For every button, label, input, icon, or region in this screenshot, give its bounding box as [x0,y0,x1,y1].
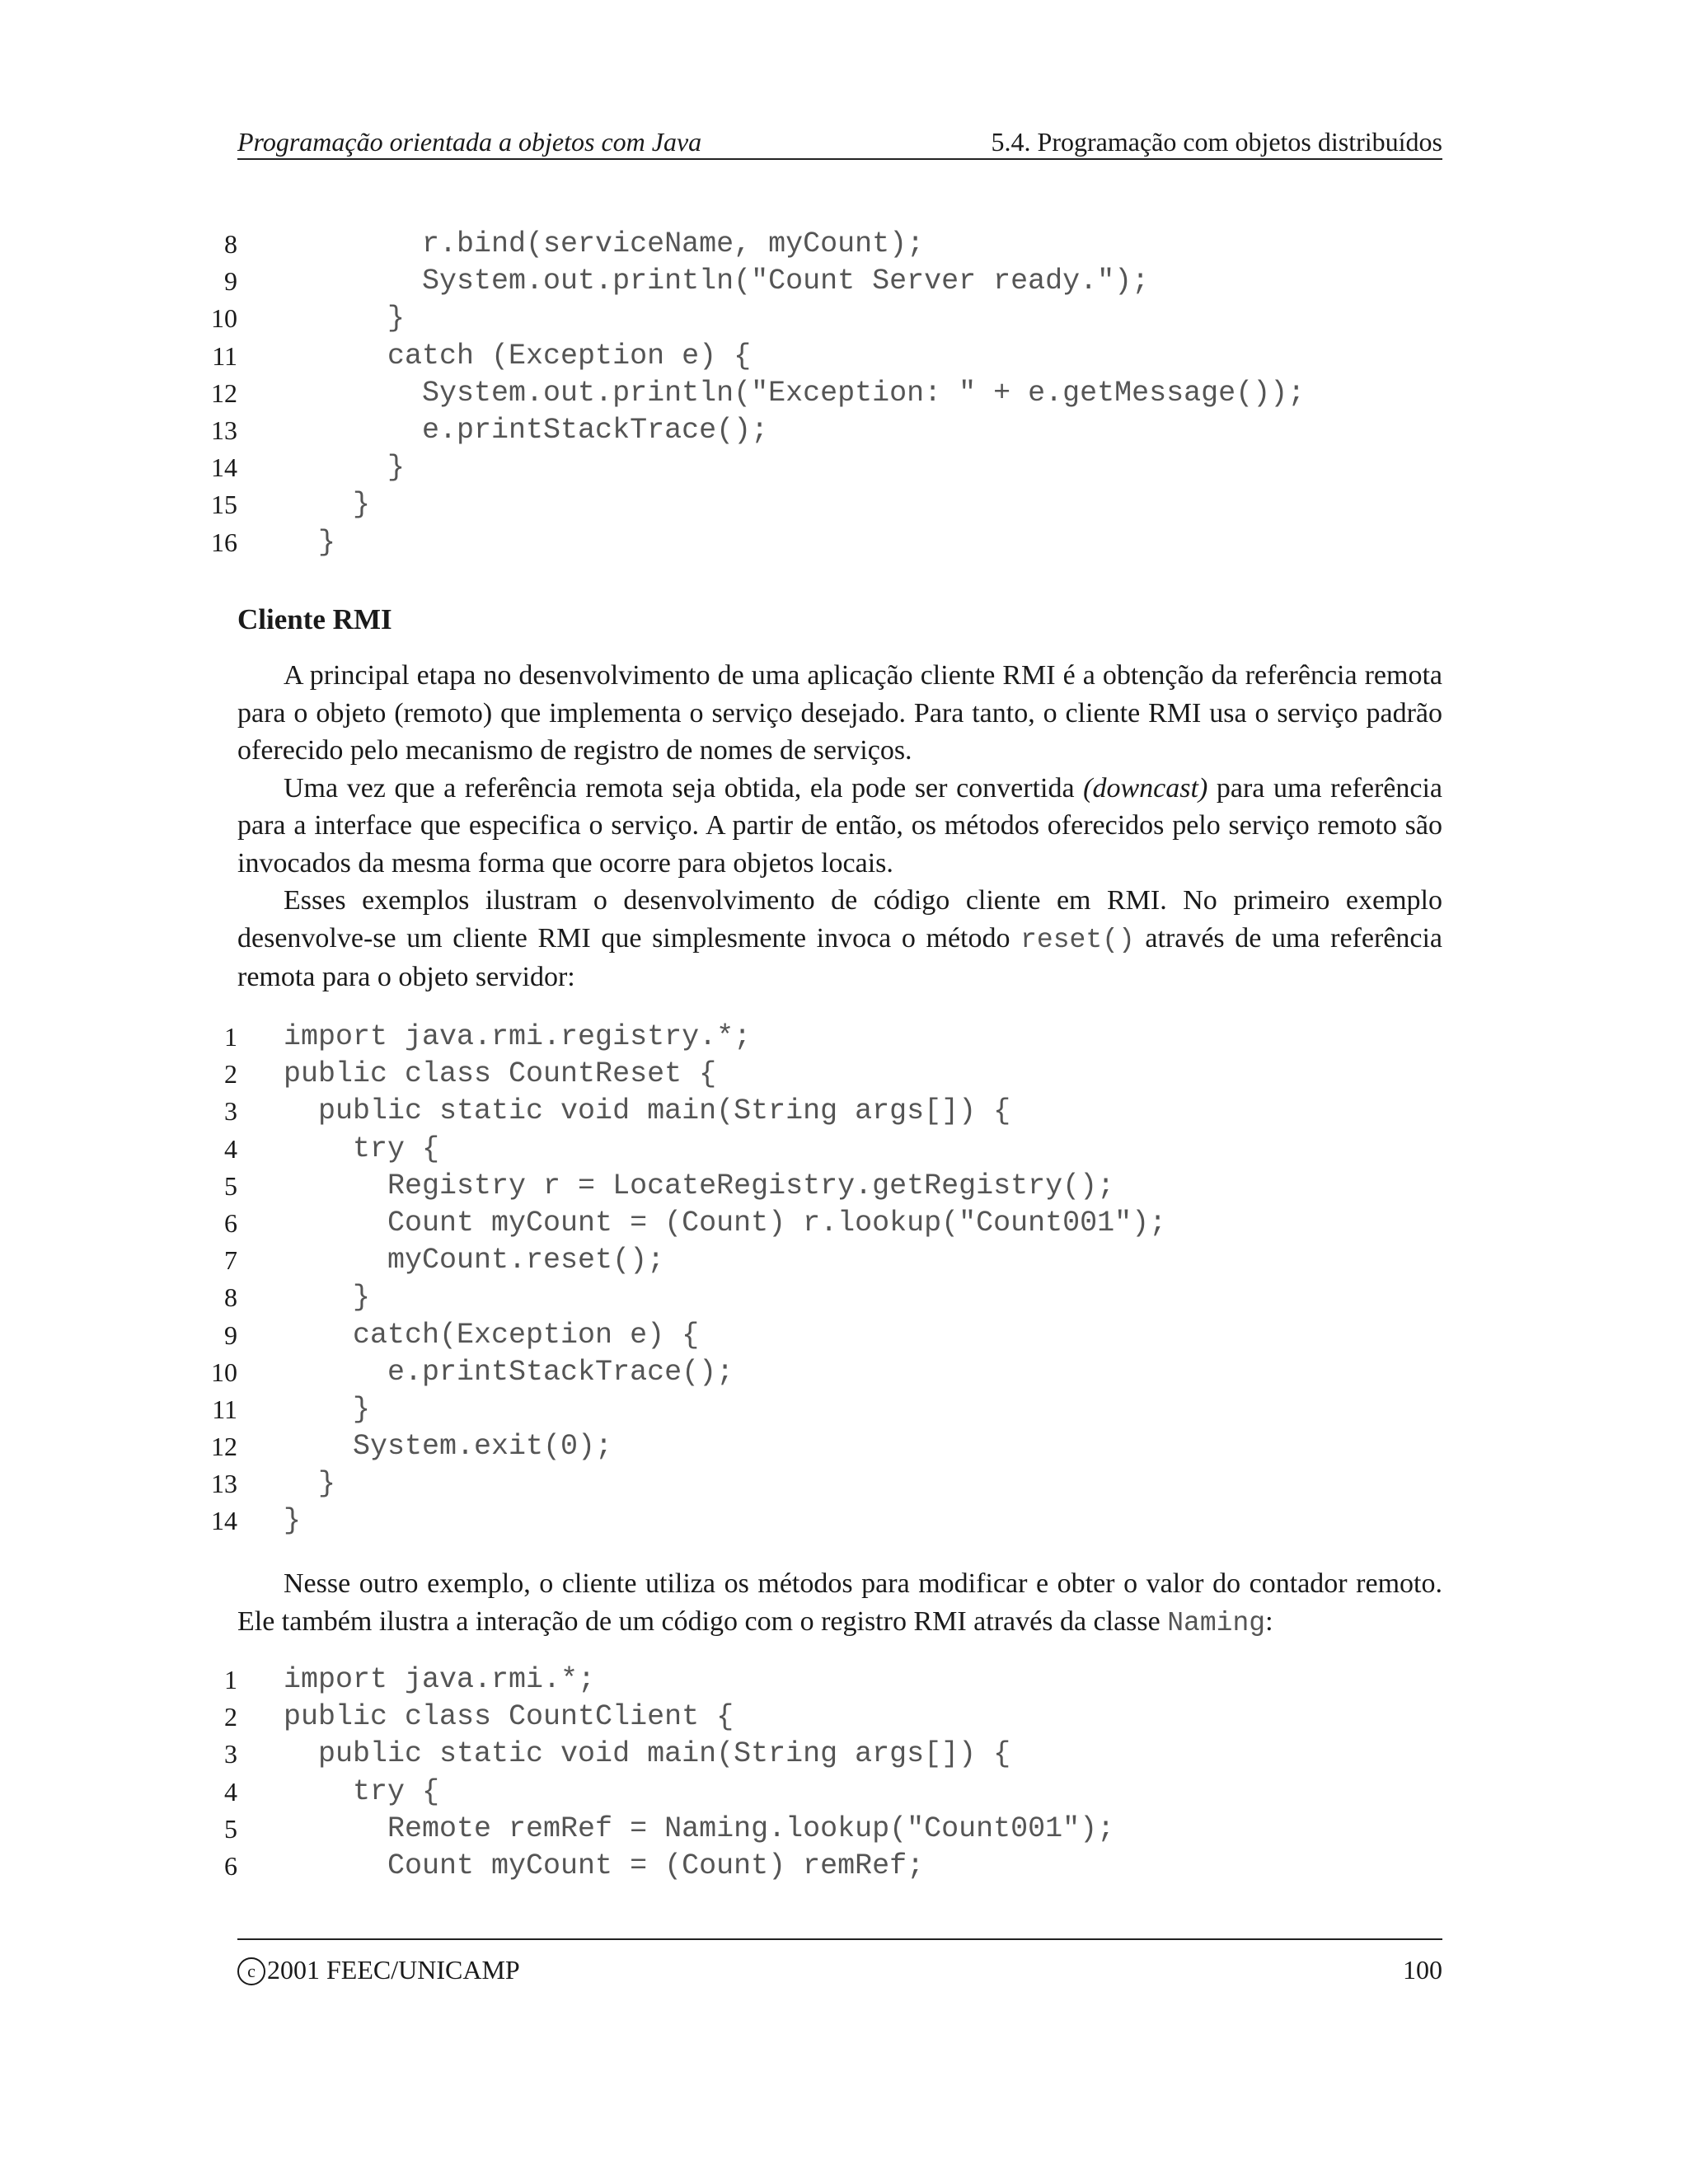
code-block-count-server [198,226,1451,561]
line-number: 11 [212,1394,237,1424]
code-text: Remote remRef = Naming.lookup("Count001"); [284,1811,1115,1845]
paragraph: Nesse outro exemplo, o cliente utiliza os métodos para modificar e obter o valor do contador remoto. Ele também ilustra a interação de um código com o registro RMI através da classe Naming: [237,1568,1442,1638]
line-number: 6 [224,1207,237,1238]
line-number: 2 [224,1059,237,1090]
code-text: try { [284,1774,440,1808]
code-text: } [284,1281,371,1315]
code-text: catch(Exception e) { [284,1318,700,1352]
code-text: public class CountClient { [284,1700,734,1734]
code-text: System.exit(0); [284,1430,613,1464]
code-line [198,1391,1451,1428]
code-text: } [284,1392,371,1426]
code-line [198,1019,1451,1056]
code-line [198,1848,1451,1885]
line-number: 14 [211,1506,237,1536]
line-number: 1 [224,1665,237,1694]
code-text: } [284,488,371,522]
code-text: catch (Exception e) { [284,339,752,373]
code-line [198,524,1451,561]
code-line [198,449,1451,486]
line-number: 8 [224,1282,237,1313]
paragraph: A principal etapa no desenvolvimento de uma aplicação cliente RMI é a obtenção da referência remota para o objeto (remoto) que implementa o serviço desejado. Para tanto, o cliente RMI usa o serviço padrão oferecido pelo mecanismo de registro de nomes de serviços. [237,660,1442,766]
emphasis-term: (downcast) [1083,772,1208,804]
line-number: 12 [211,377,237,408]
line-number: 1 [224,1022,237,1052]
code-text: e.printStackTrace(); [284,413,769,447]
line-number: 3 [224,1739,237,1769]
code-text: myCount.reset(); [284,1244,665,1277]
line-number: 4 [224,1133,237,1164]
code-line [198,300,1451,337]
code-line [198,412,1451,449]
page-number: 100 [1403,1955,1442,1985]
code-text: System.out.println("Count Server ready."); [284,265,1150,298]
line-number: 5 [224,1170,237,1201]
code-text: } [284,525,336,559]
running-header [237,122,1442,160]
code-line [198,1661,1451,1699]
code-block-count-client [198,1661,1451,1885]
code-line [198,486,1451,523]
body-paragraph-naming [237,1565,1442,1642]
code-line [198,263,1451,300]
code-text: Count myCount = (Count) remRef; [284,1849,925,1882]
code-line [198,1168,1451,1205]
code-block-count-reset [198,1019,1451,1540]
paragraph: Uma vez que a referência remota seja obtida, ela pode ser convertida (downcast) para uma referência para a interface que especifica o serviço. A partir de então, os métodos oferecidos pelo serviço remoto são invocados da mesma forma que ocorre para objetos locais. [237,772,1442,879]
header-book-title: Programação orientada a objetos com Java [237,127,702,157]
code-line [198,1465,1451,1502]
code-line [198,1354,1451,1391]
page-footer [237,1938,1442,1986]
code-line [198,1699,1451,1736]
line-number: 5 [224,1813,237,1844]
line-number: 13 [211,415,237,445]
line-number: 13 [211,1469,237,1499]
line-number: 2 [224,1702,237,1732]
code-line [198,375,1451,412]
code-line [198,1774,1451,1811]
code-line [198,1205,1451,1242]
line-number: 3 [224,1096,237,1127]
line-number: 15 [211,490,237,520]
code-text: Count myCount = (Count) r.lookup("Count001"); [284,1206,1167,1240]
inline-code: Naming [1167,1607,1266,1638]
code-text: System.out.println("Exception: " + e.getMessage()); [284,376,1306,410]
copyright-icon: c [237,1957,265,1985]
line-number: 9 [224,266,237,297]
code-text: try { [284,1132,440,1165]
code-line [198,1279,1451,1316]
paragraph: Esses exemplos ilustram o desenvolvimento de código cliente em RMI. No primeiro exemplo desenvolve-se um cliente RMI que simplesmente invoca o método reset() através de uma referência remota para o objeto servidor: [237,885,1442,992]
header-section-title: 5.4. Programação com objetos distribuídos [991,127,1442,157]
code-line [198,338,1451,375]
line-number: 10 [211,303,237,334]
code-line [198,1242,1451,1279]
section-heading: Cliente RMI [237,603,392,635]
code-text: public static void main(String args[]) { [284,1737,1011,1771]
code-text: } [284,451,406,485]
footer-copyright: c 2001 FEEC/UNICAMP [237,1953,520,1986]
line-number: 16 [211,527,237,557]
code-line [198,1811,1451,1848]
line-number: 7 [224,1245,237,1276]
body-paragraphs [237,657,1442,996]
code-line [198,1131,1451,1168]
line-number: 14 [211,452,237,483]
code-line [198,1502,1451,1540]
line-number: 9 [224,1319,237,1350]
code-line [198,1317,1451,1354]
code-line [198,226,1451,263]
line-number: 10 [211,1357,237,1387]
line-number: 11 [212,340,237,371]
line-number: 8 [224,229,237,259]
code-text: public static void main(String args[]) { [284,1094,1011,1128]
line-number: 12 [211,1432,237,1462]
code-text: import java.rmi.registry.*; [284,1020,752,1053]
code-text: } [284,302,406,335]
code-line [198,1093,1451,1130]
line-number: 4 [224,1776,237,1807]
code-text: public class CountReset { [284,1057,717,1091]
code-line [198,1428,1451,1465]
inline-code: reset() [1020,924,1135,955]
code-text: import java.rmi.*; [284,1663,596,1696]
code-text: r.bind(serviceName, myCount); [284,227,925,260]
code-line [198,1736,1451,1773]
code-text: } [284,1504,302,1538]
code-text: e.printStackTrace(); [284,1355,734,1389]
code-line [198,1056,1451,1093]
code-text: Registry r = LocateRegistry.getRegistry(); [284,1169,1115,1202]
code-text: } [284,1467,336,1501]
line-number: 6 [224,1850,237,1881]
